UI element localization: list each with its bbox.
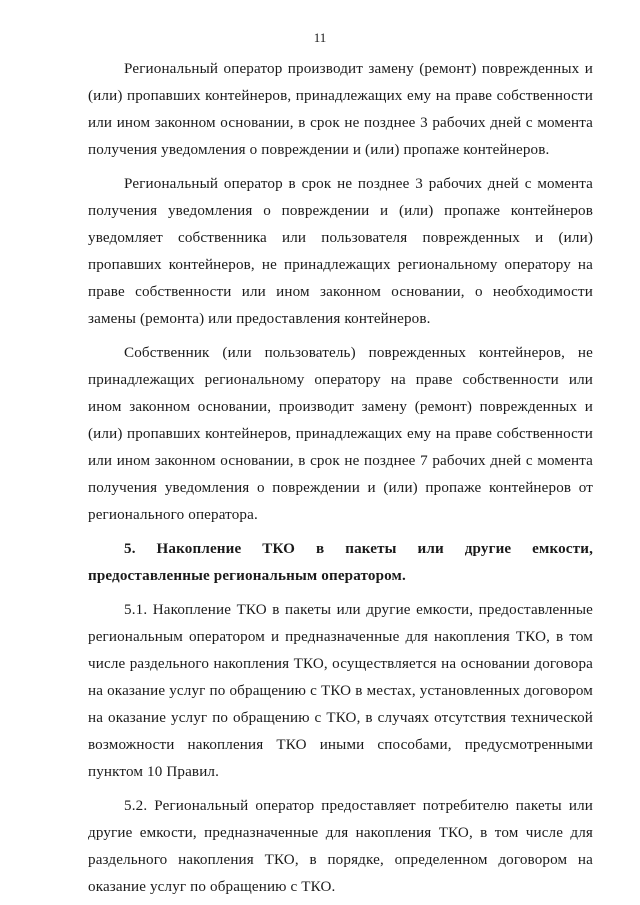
paragraph-contractor-replacement: Региональный оператор производит замену (ремонт) поврежденных и (или) пропавших контейнеров, принадлежащих ему на праве собственности или ином законном основании, в срок не позднее 3 рабочих дней с момента получения уведомления о повреждении и (или) пропаже контейнеров. xyxy=(88,61,593,158)
paragraph-owner-replacement: Собственник (или пользователь) поврежденных контейнеров, не принадлежащих региональному оператору на праве собственности или ином законном основании, производит замену (ремонт) поврежденных и (или) пропавших контейнеров, принадлежащих ему на праве собственности или ином законном основании, в срок не позднее 7 рабочих дней с момента получения уведомления о повреждении и (или) пропаже контейнеров от регионального оператора. xyxy=(88,345,593,523)
document-body xyxy=(88,56,593,901)
page-number: 11 xyxy=(313,30,327,45)
paragraph-owner-notification: Региональный оператор в срок не позднее 3 рабочих дней с момента получения уведомления о повреждении и (или) пропаже контейнеров уведомляет собственника или пользователя поврежденных и (или) пропавших контейнеров, не принадлежащих региональному оператору на праве собственности или ином законном основании, о необходимости замены (ремонта) или предоставления контейнеров. xyxy=(88,176,593,327)
paragraph-5-2: 5.2. Региональный оператор предоставляет потребителю пакеты или другие емкости, предназначенные для накопления ТКО, в том числе для раздельного накопления ТКО, в порядке, определенном договором на оказание услуг по обращению с ТКО. xyxy=(88,798,593,895)
paragraph-5-1: 5.1. Накопление ТКО в пакеты или другие емкости, предоставленные региональным оператором и предназначенные для накопления ТКО, в том числе раздельного накопления ТКО, осуществляется на основании договора на оказание услуг по обращению с ТКО в местах, установленных договором на оказание услуг по обращению с ТКО, в случаях отсутствия технической возможности накопления ТКО иными способами, предусмотренными пунктом 10 Правил. xyxy=(88,602,593,780)
section-heading-5: 5. Накопление ТКО в пакеты или другие емкости, предоставленные региональным оператором. xyxy=(88,541,593,584)
